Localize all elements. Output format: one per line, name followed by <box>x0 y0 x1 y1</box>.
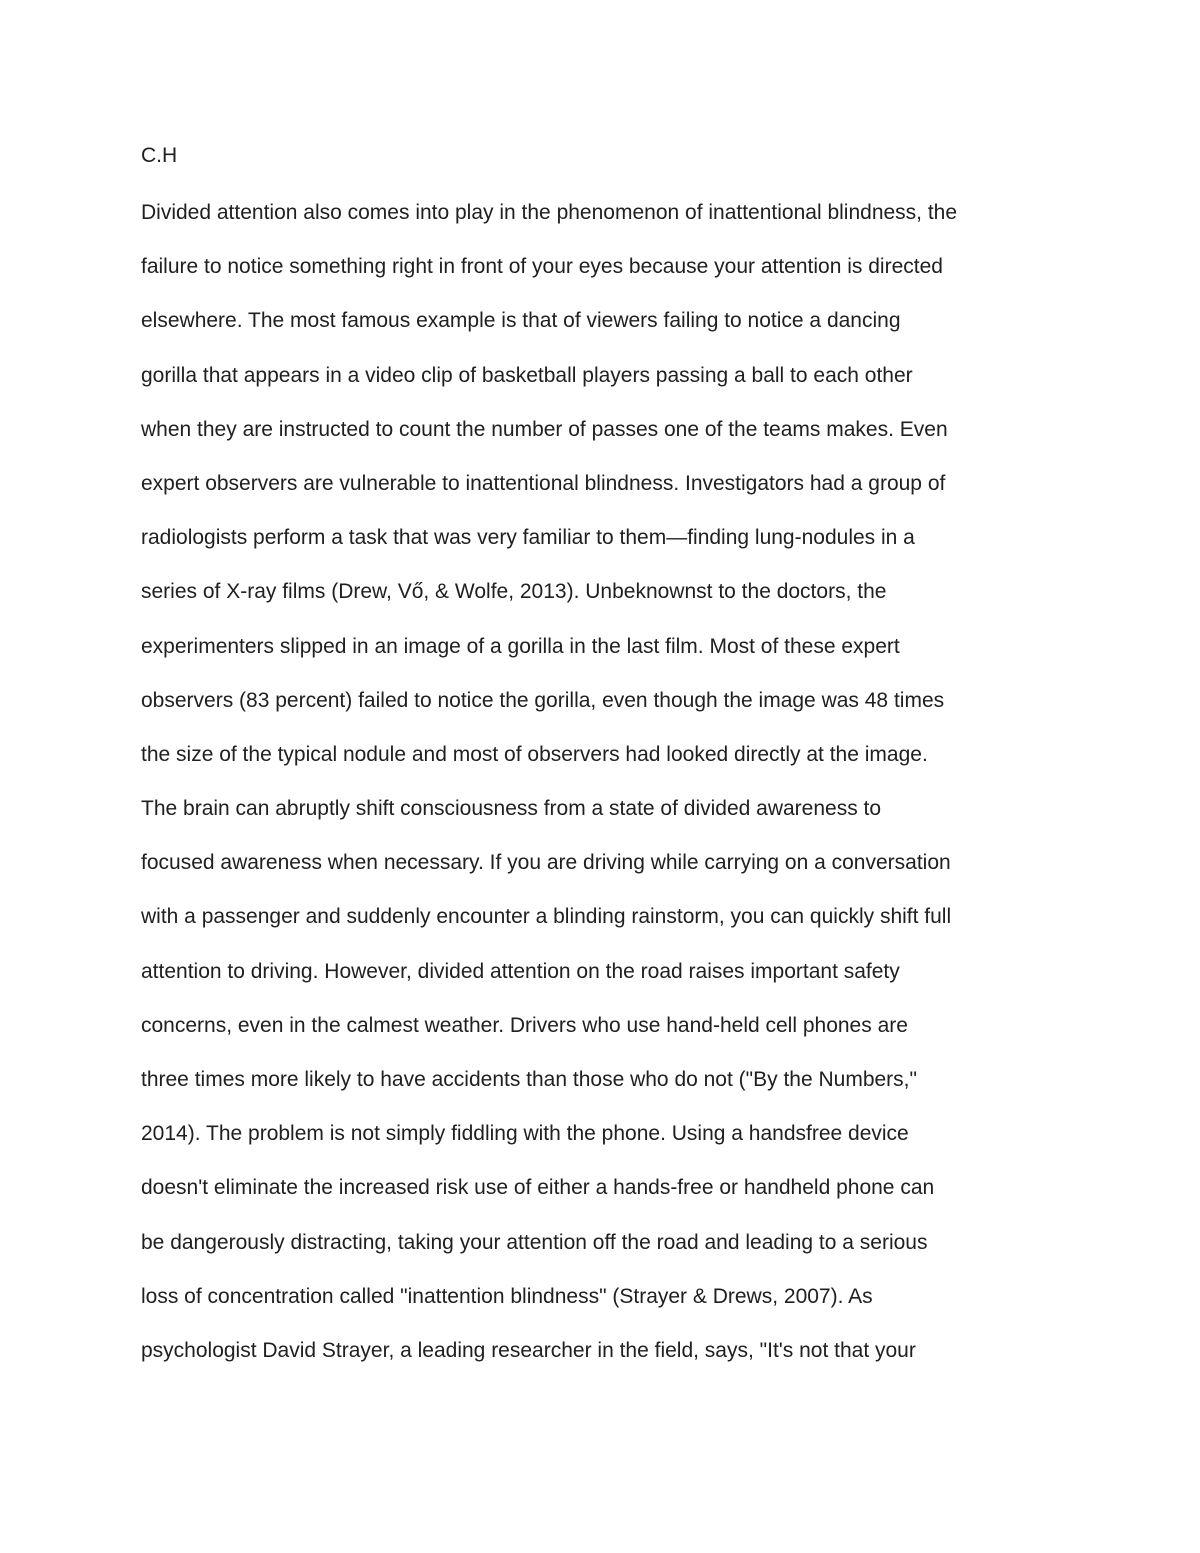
text-line: elsewhere. The most famous example is that of viewers failing to notice a dancing <box>141 309 901 333</box>
text-line: when they are instructed to count the number of passes one of the teams makes. Even <box>141 417 948 441</box>
text-line: observers (83 percent) failed to notice the gorilla, even though the image was 48 times <box>141 688 945 712</box>
text-line: focused awareness when necessary. If you are driving while carrying on a conversation <box>141 851 951 875</box>
text-line: the size of the typical nodule and most of observers had looked directly at the image. <box>141 742 928 766</box>
text-line: loss of concentration called "inattention blindness" (Strayer & Drews, 2007). As <box>141 1284 873 1308</box>
text-line: experimenters slipped in an image of a gorilla in the last film. Most of these expert <box>141 634 900 658</box>
body-paragraph <box>141 198 1081 1390</box>
text-line: with a passenger and suddenly encounter a blinding rainstorm, you can quickly shift full <box>141 905 952 929</box>
text-line: psychologist David Strayer, a leading researcher in the field, says, "It's not that your <box>141 1338 916 1362</box>
text-line: concerns, even in the calmest weather. Drivers who use hand-held cell phones are <box>141 1013 908 1037</box>
text-line: expert observers are vulnerable to inattentional blindness. Investigators had a group of <box>141 471 946 495</box>
text-line: attention to driving. However, divided attention on the road raises important safety <box>141 959 900 983</box>
author-initials: C.H <box>141 144 178 167</box>
text-line: Divided attention also comes into play in the phenomenon of inattentional blindness, the <box>141 201 958 224</box>
text-line: failure to notice something right in front of your eyes because your attention is directed <box>141 255 943 279</box>
text-line: three times more likely to have accidents than those who do not ("By the Numbers," <box>141 1068 917 1091</box>
text-line: radiologists perform a task that was very familiar to them—finding lung-nodules in a <box>141 526 915 550</box>
text-line: The brain can abruptly shift consciousness from a state of divided awareness to <box>141 797 882 821</box>
text-line: doesn't eliminate the increased risk use of either a hands-free or handheld phone can <box>141 1176 935 1200</box>
text-line: series of X-ray films (Drew, Vő, & Wolfe, 2013). Unbeknownst to the doctors, the <box>141 580 887 604</box>
text-line: gorilla that appears in a video clip of basketball players passing a ball to each other <box>141 363 913 387</box>
text-line: be dangerously distracting, taking your attention off the road and leading to a serious <box>141 1230 928 1254</box>
text-line: 2014). The problem is not simply fiddling with the phone. Using a handsfree device <box>141 1122 909 1146</box>
